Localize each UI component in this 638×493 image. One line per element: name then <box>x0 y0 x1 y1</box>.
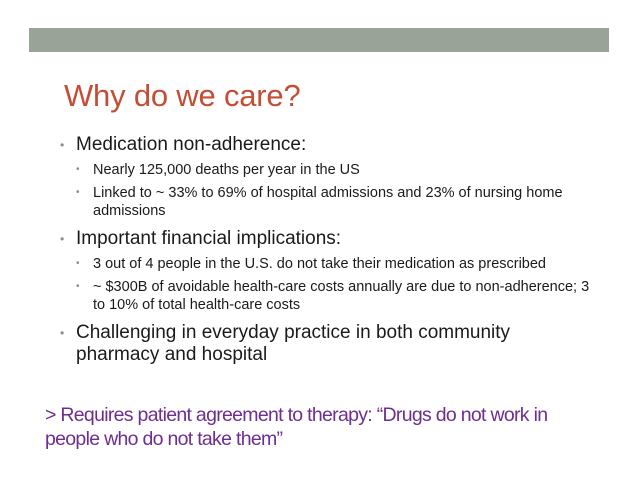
bullet-item <box>60 322 590 366</box>
sub-bullet-marker: • <box>76 187 80 198</box>
sub-bullet-item <box>76 161 590 179</box>
sub-bullet-list <box>76 161 590 220</box>
bullet-marker: • <box>60 138 65 152</box>
bullet-text: Medication non-adherence: <box>76 134 307 155</box>
slide-title: Why do we care? <box>64 78 301 113</box>
sub-bullet-item <box>76 184 590 220</box>
sub-bullet-marker: • <box>76 258 80 269</box>
header-bar <box>29 28 609 52</box>
sub-bullet-marker: • <box>76 164 80 175</box>
bullet-text: Important financial implications: <box>76 228 342 249</box>
sub-bullet-text: ~ $300B of avoidable health-care costs annually are due to non-adherence; 3 to 10% of total health-care costs <box>93 279 590 313</box>
bullet-text: Challenging in everyday practice in both community pharmacy and hospital <box>76 322 511 365</box>
sub-bullet-text: Nearly 125,000 deaths per year in the US <box>93 162 360 178</box>
bullet-list <box>60 134 590 366</box>
sub-bullet-text: Linked to ~ 33% to 69% of hospital admissions and 23% of nursing home admissions <box>93 185 563 219</box>
callout-quote: > Requires patient agreement to therapy: “Drugs do not work in people who do not take them” <box>45 404 548 450</box>
sub-bullet-text: 3 out of 4 people in the U.S. do not take their medication as prescribed <box>93 256 546 272</box>
sub-bullet-list <box>76 255 590 314</box>
sub-bullet-item <box>76 278 590 314</box>
bullet-marker: • <box>60 326 65 340</box>
bullet-item <box>60 228 590 314</box>
sub-bullet-item <box>76 255 590 273</box>
sub-bullet-marker: • <box>76 281 80 292</box>
bullet-marker: • <box>60 232 65 246</box>
bullet-item <box>60 134 590 220</box>
